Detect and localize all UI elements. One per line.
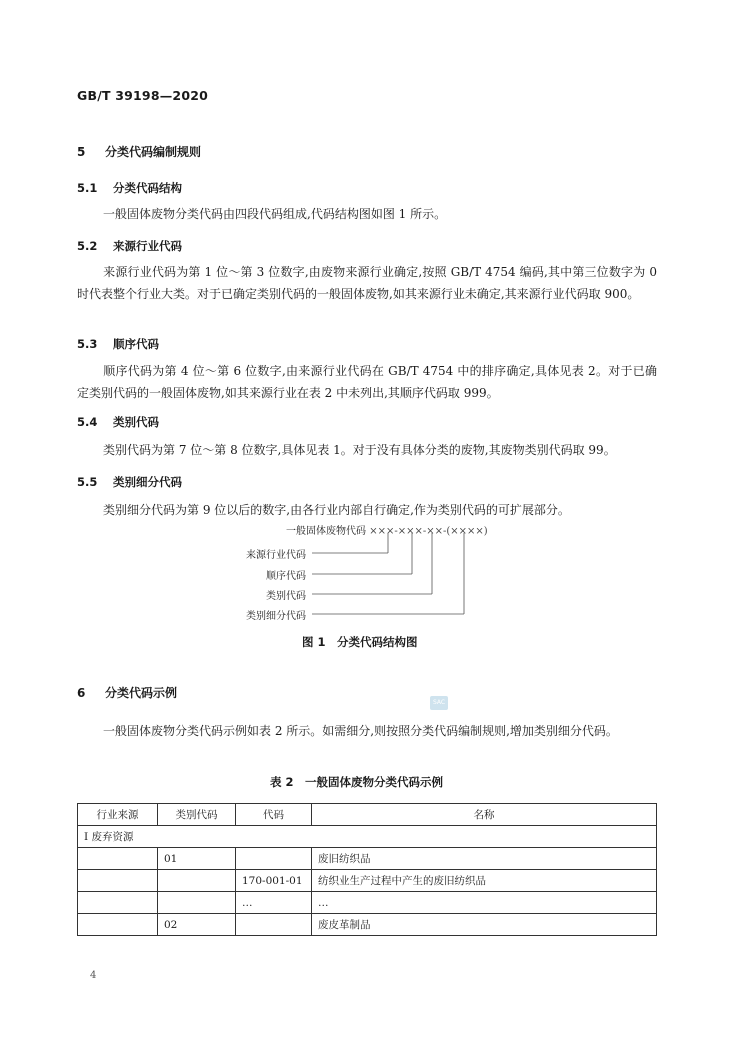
section-5-3-body: 顺序代码为第 4 位～第 6 位数字,由来源行业代码在 GB/T 4754 中的排序确定,具体见表 2。对于已确定类别代码的一般固体废物,如其来源行业在表 2 中未列出,其顺序代码取 999。 [77, 364, 657, 400]
table-row: 02 废皮革制品 [78, 914, 657, 936]
table-caption: 表 2 一般固体废物分类代码示例 [270, 775, 444, 789]
header-source: 行业来源 [78, 804, 158, 826]
table-group-row [78, 826, 657, 848]
section-5-1-heading: 5.1 分类代码结构 [77, 181, 182, 195]
section-5-heading: 5 分类代码编制规则 [77, 145, 202, 159]
header-name: 名称 [312, 804, 657, 826]
figure-label-source: 来源行业代码 [246, 550, 306, 561]
figure-label-subcategory: 类别细分代码 [246, 611, 306, 622]
section-5-1-body: 一般固体废物分类代码由四段代码组成,代码结构图如图 1 所示。 [103, 207, 447, 221]
figure-top-label: 一般固体废物代码 ×××-×××-××-(××××) [286, 526, 488, 537]
section-5-3-heading: 5.3 顺序代码 [77, 337, 159, 351]
section-5-4-body: 类别代码为第 7 位～第 8 位数字,具体见表 1。对于没有具体分类的废物,其废物类别代码取 99。 [103, 443, 616, 457]
header-code: 代码 [236, 804, 312, 826]
section-6-body: 一般固体废物分类代码示例如表 2 所示。如需细分,则按照分类代码编制规则,增加类别细分代码。 [103, 724, 618, 738]
standard-id: GB/T 39198—2020 [77, 88, 209, 103]
table-row: … … [78, 892, 657, 914]
section-5-5-body: 类别细分代码为第 9 位以后的数字,由各行业内部自行确定,作为类别代码的可扩展部分。 [103, 503, 570, 517]
section-6-heading: 6 分类代码示例 [77, 686, 178, 700]
figure-label-sequence: 顺序代码 [266, 571, 306, 582]
figure-caption: 图 1 分类代码结构图 [302, 635, 418, 649]
table-header-row [78, 804, 657, 826]
section-5-2-body: 来源行业代码为第 1 位～第 3 位数字,由废物来源行业确定,按照 GB/T 4754 编码,其中第三位数字为 0 时代表整个行业大类。对于已确定类别代码的一般固体废物,如其来源行业未确定,其来源行业代码取 900。 [77, 265, 657, 301]
table-row: 01 废旧纺织品 [78, 848, 657, 870]
group-label: Ⅰ 废弃资源 [78, 826, 657, 848]
table-row: 170-001-01 纺织业生产过程中产生的废旧纺织品 [78, 870, 657, 892]
header-category: 类别代码 [158, 804, 236, 826]
page-number: 4 [90, 970, 97, 981]
section-5-4-heading: 5.4 类别代码 [77, 415, 159, 429]
section-5-5-heading: 5.5 类别细分代码 [77, 475, 182, 489]
section-5-2-heading: 5.2 来源行业代码 [77, 239, 182, 253]
code-pattern: ×××-×××-××-(××××) [369, 526, 488, 537]
figure-label-category: 类别代码 [266, 591, 306, 602]
watermark-logo: SAC [430, 696, 448, 710]
table-2 [77, 803, 657, 936]
